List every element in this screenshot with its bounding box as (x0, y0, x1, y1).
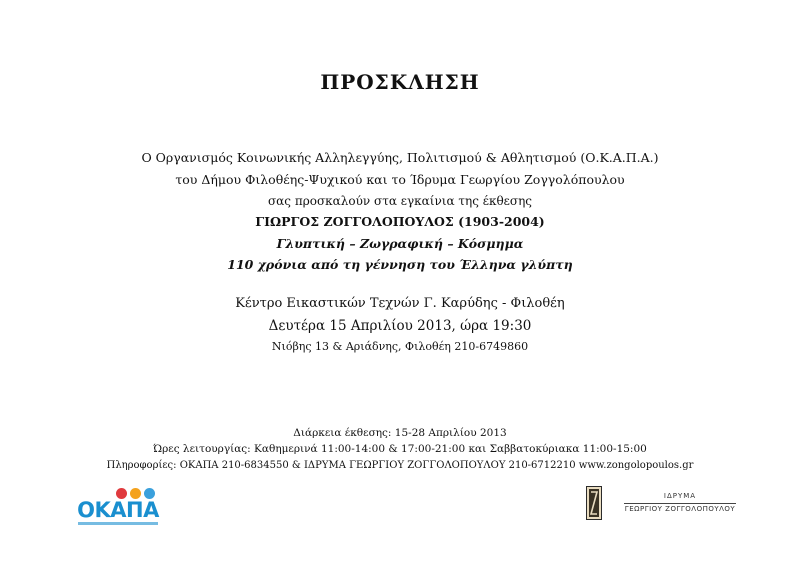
hosts-line-2: του Δήμου Φιλοθέης-Ψυχικού και το Ίδρυμα Γεωργίου Ζογγολόπουλου (175, 172, 625, 187)
venue: Κέντρο Εικαστικών Τεχνών Γ. Καρύδης - Φιλοθέη (235, 296, 565, 311)
exhibition-subtitle: 110 χρόνια από τη γέννηση του Έλληνα γλύπτη (227, 257, 573, 272)
opening-hours: Ώρες λειτουργίας: Καθημερινά 11:00-14:00 & 17:00-21:00 και Σαββατοκύριακα 11:00-15:00 (153, 443, 647, 455)
foundation-logo-rule (624, 503, 736, 504)
invitation-title: ΠΡΟΣΚΛΗΣΗ (320, 70, 480, 94)
opening-datetime: Δευτέρα 15 Απριλίου 2013, ώρα 19:30 (268, 318, 532, 334)
okapa-logo (76, 488, 160, 528)
foundation-logo-bottom: ΓΕΩΡΓΙΟΥ ΖΟΓΓΟΛΟΠΟΥΛΟΥ (624, 505, 736, 513)
exhibition-duration: Διάρκεια έκθεσης: 15-28 Απριλίου 2013 (293, 427, 507, 439)
hosts-line-1: Ο Οργανισμός Κοινωνικής Αλληλεγγύης, Πολιτισμού & Αθλητισμού (Ο.Κ.Α.Π.Α.) (141, 150, 659, 165)
foundation-logo-top: ΙΔΡΥΜΑ (663, 492, 697, 500)
invite-line: σας προσκαλούν στα εγκαίνια της έκθεσης (267, 194, 532, 208)
okapa-underline (78, 522, 158, 525)
zongolopoulos-emblem-icon (586, 486, 602, 520)
disciplines: Γλυπτική – Ζωγραφική – Κόσμημα (276, 236, 524, 251)
okapa-wordmark: ΟΚΑΠΑ (77, 498, 159, 522)
foundation-logo (624, 492, 736, 518)
artist-name: ΓΙΩΡΓΟΣ ΖΟΓΓΟΛΟΠΟΥΛΟΣ (1903-2004) (255, 214, 545, 229)
venue-address: Νιόβης 13 & Αριάδνης, Φιλοθέη 210-6749860 (271, 340, 529, 353)
contact-info[interactable]: Πληροφορίες: ΟΚΑΠΑ 210-6834550 & ΙΔΡΥΜΑ ΓΕΩΡΓΙΟΥ ΖΟΓΓΟΛΟΠΟΥΛΟΥ 210-6712210 www.zongolopoulos.gr (106, 460, 694, 471)
